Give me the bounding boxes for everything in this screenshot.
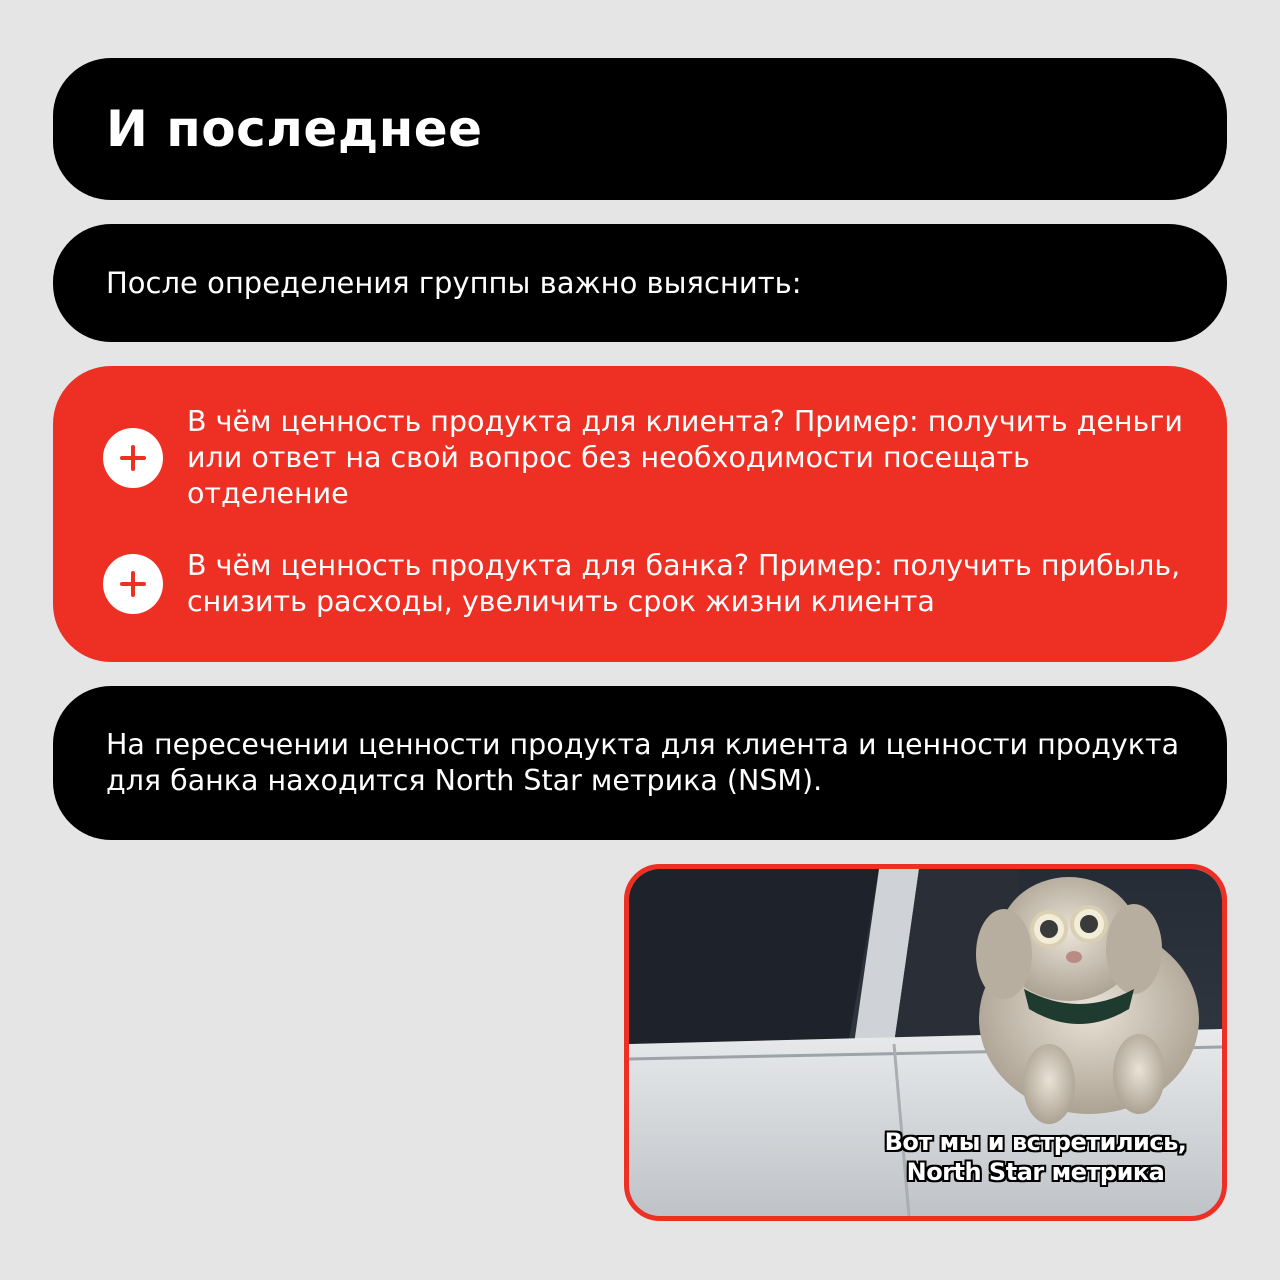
values-card [53,366,1227,662]
meme-caption-line2: North Star метрика [906,1158,1165,1186]
intro-text: После определения группы важно выяснить: [106,266,802,300]
value-item-client [103,404,1197,512]
value-text-client: В чём ценность продукта для клиента? Пример: получить деньги или ответ на свой вопрос без необходимости посещать отделение [187,405,1183,510]
conclusion-card [53,686,1227,840]
plus-icon [103,554,163,614]
conclusion-text: На пересечении ценности продукта для клиента и ценности продукта для банка находится North Star метрика (NSM). [106,728,1180,797]
value-item-bank [103,548,1197,620]
meme-caption [629,1127,1222,1187]
intro-card [53,224,1227,342]
value-text-bank: В чём ценность продукта для банка? Пример: получить прибыль, снизить расходы, увеличить срок жизни клиента [187,549,1181,618]
page-title: И последнее [106,100,483,158]
title-card [53,58,1227,200]
plus-icon [103,428,163,488]
meme-caption-line1: Вот мы и встретились, [884,1128,1187,1156]
meme-image [624,864,1227,1221]
